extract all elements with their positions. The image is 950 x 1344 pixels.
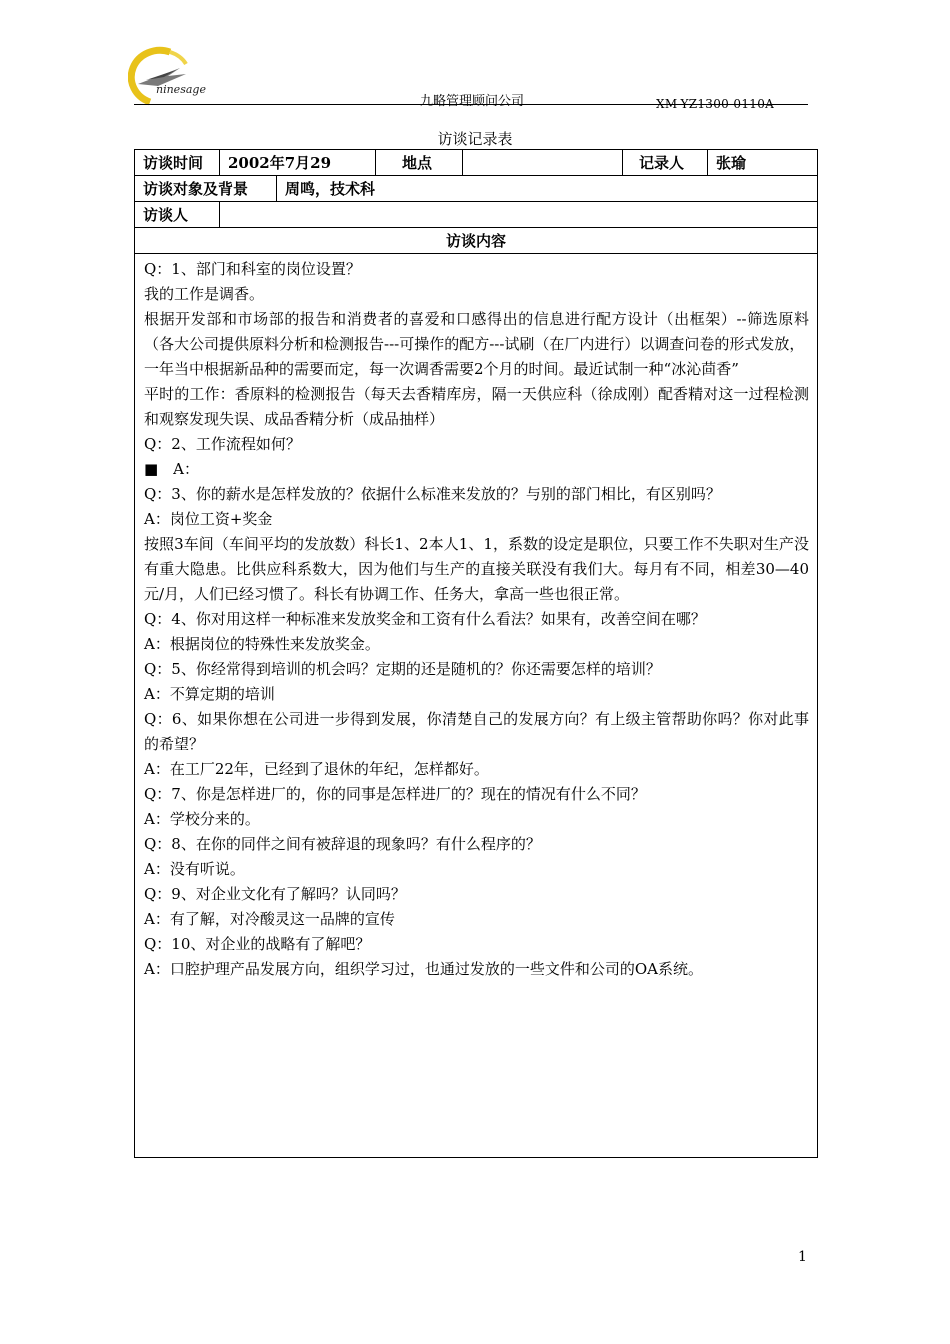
content-line: A：有了解，对冷酸灵这一品牌的宣传 <box>144 910 395 928</box>
interview-form <box>134 149 818 1158</box>
content-line: Q：6、如果你想在公司进一步得到发展，你清楚自己的发展方向？有上级主管帮助你吗？你对此事的希望？ <box>144 710 809 753</box>
subject-label: 访谈对象及背景 <box>135 176 277 202</box>
content-line: A：学校分来的。 <box>144 810 260 828</box>
content-line: Q：5、你经常得到培训的机会吗？定期的还是随机的？你还需要怎样的培训？ <box>144 660 661 678</box>
content-line: A：岗位工资+奖金 <box>144 510 273 528</box>
time-label: 访谈时间 <box>135 150 220 176</box>
content-label: 访谈内容 <box>135 228 818 254</box>
content-line: A：根据岗位的特殊性来发放奖金。 <box>144 635 380 653</box>
recorder-label: 记录人 <box>623 150 708 176</box>
logo-text: ninesage <box>156 83 206 96</box>
page-number: 1 <box>798 1249 807 1265</box>
company-name: 九略管理顾问公司 <box>420 94 525 109</box>
content-line: A：口腔护理产品发展方向，组织学习过，也通过发放的一些文件和公司的OA系统。 <box>144 960 703 978</box>
interviewer-value <box>220 202 818 228</box>
content-line: 根据开发部和市场部的报告和消费者的喜爱和口感得出的信息进行配方设计（出框架）--筛选原料（各大公司提供原料分析和检测报告---可操作的配方---试刷（在厂内进行）以调查问卷的形式发放， <box>144 310 809 353</box>
content-line: Q：8、在你的同伴之间有被辞退的现象吗？有什么程序的？ <box>144 835 541 853</box>
content-line: Q：10、对企业的战略有了解吧？ <box>144 935 371 953</box>
interviewer-label: 访谈人 <box>135 202 220 228</box>
content-line: Q：2、工作流程如何？ <box>144 435 301 453</box>
content-line: Q：4、你对用这样一种标准来发放奖金和工资有什么看法？如果有，改善空间在哪？ <box>144 610 706 628</box>
place-value <box>463 150 623 176</box>
content-line: 一年当中根据新品种的需要而定，每一次调香需要2个月的时间。最近试制一种“冰沁茴香” <box>144 360 739 378</box>
content-line: A：没有听说。 <box>144 860 245 878</box>
content-line: Q：9、对企业文化有了解吗？认同吗？ <box>144 885 406 903</box>
company-logo <box>128 46 228 108</box>
document-number: XM-YZ1300-0110A <box>656 97 775 108</box>
place-label: 地点 <box>376 150 463 176</box>
recorder-value: 张瑜 <box>708 150 818 176</box>
content-line: A：在工厂22年，已经到了退休的年纪，怎样都好。 <box>144 760 489 778</box>
interview-content <box>135 254 818 1158</box>
content-line: Q：3、你的薪水是怎样发放的？依据什么标准来发放的？与别的部门相比，有区别吗？ <box>144 485 721 503</box>
content-line: Q：1、部门和科室的岗位设置？ <box>144 260 361 278</box>
subject-value: 周鸣，技术科 <box>277 176 818 202</box>
header-rule <box>134 104 808 105</box>
content-line: 平时的工作：香原料的检测报告（每天去香精库房，隔一天供应科（徐成刚）配香精对这一过程检测和观察发现失误、成品香精分析（成品抽样） <box>144 385 809 428</box>
form-title: 访谈记录表 <box>437 130 513 148</box>
content-line: 我的工作是调香。 <box>144 285 265 303</box>
time-value: 2002年7月29 <box>220 150 376 176</box>
content-line: ■ A： <box>144 460 200 478</box>
content-line: Q：7、你是怎样进厂的，你的同事是怎样进厂的？现在的情况有什么不同？ <box>144 785 646 803</box>
content-line: 按照3车间（车间平均的发放数）科长1、2本人1、1，系数的设定是职位，只要工作不失职对生产没有重大隐患。比供应科系数大，因为他们与生产的直接关联没有我们大。每月有不同，相差30—40元/月，人们已经习惯了。科长有协调工作、任务大，拿高一些也很正常。 <box>144 535 809 603</box>
content-line: A：不算定期的培训 <box>144 685 275 703</box>
